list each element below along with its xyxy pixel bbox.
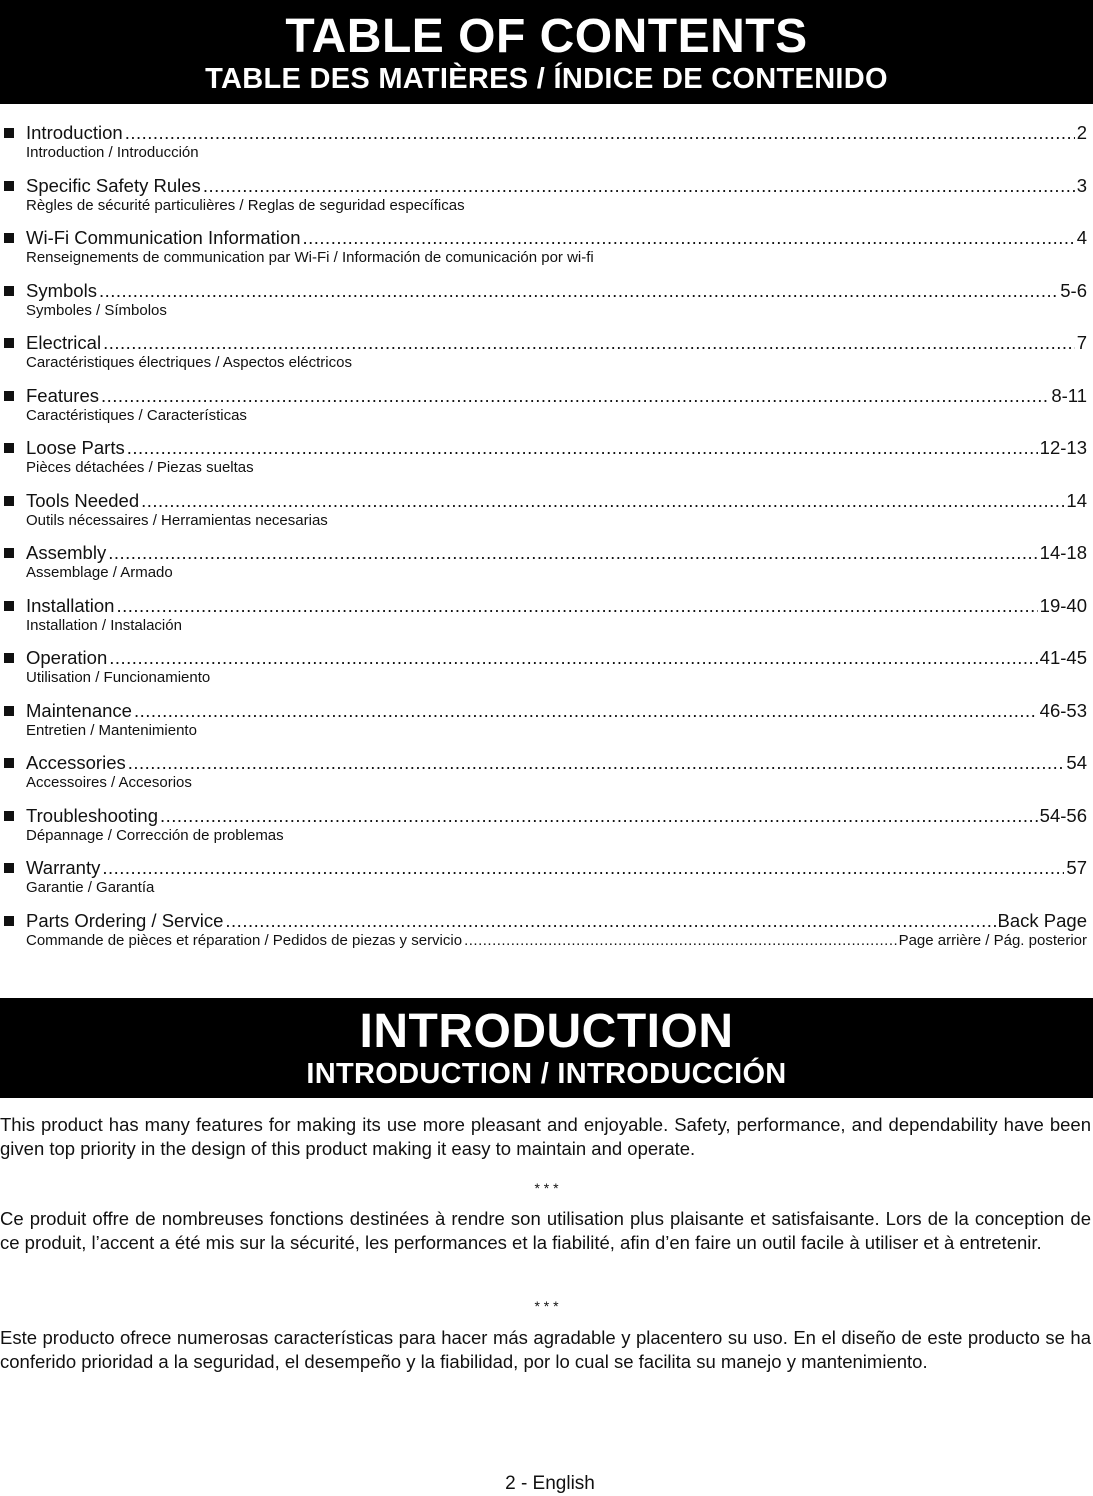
- toc-item-page: 12-13: [1039, 437, 1087, 458]
- toc-item-translation: Outils nécessaires / Herramientas necesarias: [26, 511, 328, 529]
- toc-item-label: Electrical: [26, 332, 102, 353]
- toc-list: [0, 119, 1093, 959]
- toc-item-page: 54: [1066, 752, 1087, 773]
- toc-header-banner: [0, 0, 1093, 104]
- toc-item-label: Installation: [26, 594, 115, 616]
- toc-item-label: Assembly: [26, 542, 107, 563]
- square-bullet-icon: [4, 128, 14, 138]
- toc-item-label: Warranty: [26, 857, 101, 878]
- toc-item-label: Tools Needed: [26, 489, 140, 511]
- toc-item[interactable]: [0, 382, 1093, 435]
- square-bullet-icon: [4, 443, 14, 453]
- toc-item[interactable]: [0, 329, 1093, 382]
- toc-item-translation: Renseignements de communication par Wi-Fi / Información de comunicación por wi-fi: [26, 249, 594, 266]
- toc-item-translation: Installation / Instalación: [26, 616, 182, 634]
- square-bullet-icon: [4, 496, 14, 506]
- toc-item[interactable]: [0, 277, 1093, 330]
- toc-item-label: Wi-Fi Communication Information: [26, 227, 301, 248]
- toc-item[interactable]: [0, 172, 1093, 225]
- toc-item-translation: Commande de pièces et réparation / Pedidos de piezas y servicio: [26, 931, 463, 949]
- toc-item-label: Loose Parts: [26, 437, 125, 458]
- square-bullet-icon: [4, 233, 14, 243]
- square-bullet-icon: [4, 916, 14, 926]
- toc-item-page: 41-45: [1039, 647, 1087, 668]
- toc-item-page: 57: [1066, 857, 1087, 878]
- toc-item[interactable]: [0, 907, 1093, 960]
- toc-item-page: 7: [1076, 332, 1087, 353]
- square-bullet-icon: [4, 706, 14, 716]
- square-bullet-icon: [4, 758, 14, 768]
- toc-item[interactable]: [0, 749, 1093, 802]
- toc-item-translation-page: Page arrière / Pág. posterior: [898, 931, 1087, 949]
- intro-paragraph-english: This product has many features for making its use more pleasant and enjoyable. Safety, performance, and dependability have been given top priority in the design of this product making it easy to maintain and operate.: [0, 1114, 1091, 1159]
- intro-paragraph-spanish: Este producto ofrece numerosas características para hacer más agradable y placentero su uso. En el diseño de este producto se ha conferido prioridad a la seguridad, el desempeño y la fiabilidad, por lo cual se facilita su manejo y mantenimiento.: [0, 1327, 1091, 1372]
- toc-item-page: Back Page: [997, 909, 1087, 931]
- square-bullet-icon: [4, 653, 14, 663]
- toc-item-label: Troubleshooting: [26, 804, 158, 826]
- toc-item-page: 5-6: [1060, 279, 1087, 301]
- toc-item[interactable]: [0, 487, 1093, 540]
- toc-item-label: Parts Ordering / Service: [26, 909, 224, 931]
- toc-item-translation: Caractéristiques / Características: [26, 406, 247, 424]
- toc-item-translation: Introduction / Introducción: [26, 144, 199, 161]
- introduction-subtitle: INTRODUCTION / INTRODUCCIÓN: [306, 1058, 787, 1090]
- intro-paragraph-french: Ce produit offre de nombreuses fonctions destinées à rendre son utilisation plus plaisante et satisfaisante. Lors de la conception de ce produit, l’accent a été mis sur la sécurité, les performances et la fiabilité, afin d’en faire un outil facile à utiliser et à entretenir.: [0, 1208, 1091, 1253]
- square-bullet-icon: [4, 338, 14, 348]
- toc-item-label: Accessories: [26, 752, 126, 773]
- square-bullet-icon: [4, 181, 14, 191]
- toc-item-translation: Règles de sécurité particulières / Reglas de seguridad específicas: [26, 196, 465, 214]
- toc-item-translation: Dépannage / Corrección de problemas: [26, 826, 284, 844]
- introduction-header-banner: [0, 998, 1093, 1098]
- square-bullet-icon: [4, 548, 14, 558]
- toc-item[interactable]: [0, 644, 1093, 697]
- square-bullet-icon: [4, 811, 14, 821]
- toc-item-page: 8-11: [1051, 384, 1087, 406]
- toc-item-translation: Pièces détachées / Piezas sueltas: [26, 459, 254, 476]
- square-bullet-icon: [4, 863, 14, 873]
- toc-item-label: Features: [26, 384, 100, 406]
- toc-item-label: Maintenance: [26, 699, 132, 721]
- toc-item-translation: Entretien / Mantenimiento: [26, 721, 197, 739]
- toc-item-page: 14: [1066, 489, 1087, 511]
- separator-stars: * * *: [534, 1298, 559, 1314]
- toc-item-translation: Caractéristiques électriques / Aspectos eléctricos: [26, 354, 352, 371]
- toc-item-label: Operation: [26, 647, 108, 668]
- toc-item[interactable]: [0, 854, 1093, 907]
- toc-item-page: 19-40: [1039, 594, 1087, 616]
- toc-item-page: 4: [1076, 227, 1087, 248]
- toc-item-label: Symbols: [26, 279, 97, 301]
- toc-subtitle: TABLE DES MATIÈRES / ÍNDICE DE CONTENIDO: [205, 63, 888, 95]
- toc-item[interactable]: [0, 697, 1093, 750]
- toc-item[interactable]: [0, 224, 1093, 277]
- square-bullet-icon: [4, 286, 14, 296]
- toc-item[interactable]: [0, 539, 1093, 592]
- toc-item[interactable]: [0, 434, 1093, 487]
- toc-item-page: 46-53: [1039, 699, 1087, 721]
- toc-item-translation: Assemblage / Armado: [26, 564, 173, 581]
- toc-item-translation: Symboles / Símbolos: [26, 301, 167, 319]
- toc-item-page: 2: [1076, 122, 1087, 143]
- separator-stars: * * *: [534, 1180, 559, 1196]
- page-footer: 2 - English: [505, 1473, 595, 1494]
- toc-item[interactable]: [0, 592, 1093, 645]
- toc-item-label: Introduction: [26, 122, 123, 143]
- square-bullet-icon: [4, 391, 14, 401]
- toc-item-translation: Accessoires / Accesorios: [26, 774, 192, 791]
- square-bullet-icon: [4, 601, 14, 611]
- toc-item-label: Specific Safety Rules: [26, 174, 201, 196]
- toc-item[interactable]: [0, 802, 1093, 855]
- toc-item-translation: Garantie / Garantía: [26, 879, 155, 896]
- toc-item-page: 3: [1076, 174, 1087, 196]
- toc-item-page: 54-56: [1039, 804, 1087, 826]
- toc-item[interactable]: [0, 119, 1093, 172]
- toc-item-page: 14-18: [1039, 542, 1087, 563]
- introduction-title: INTRODUCTION: [359, 1005, 734, 1058]
- toc-title: TABLE OF CONTENTS: [285, 10, 808, 63]
- toc-item-translation: Utilisation / Funcionamiento: [26, 669, 211, 686]
